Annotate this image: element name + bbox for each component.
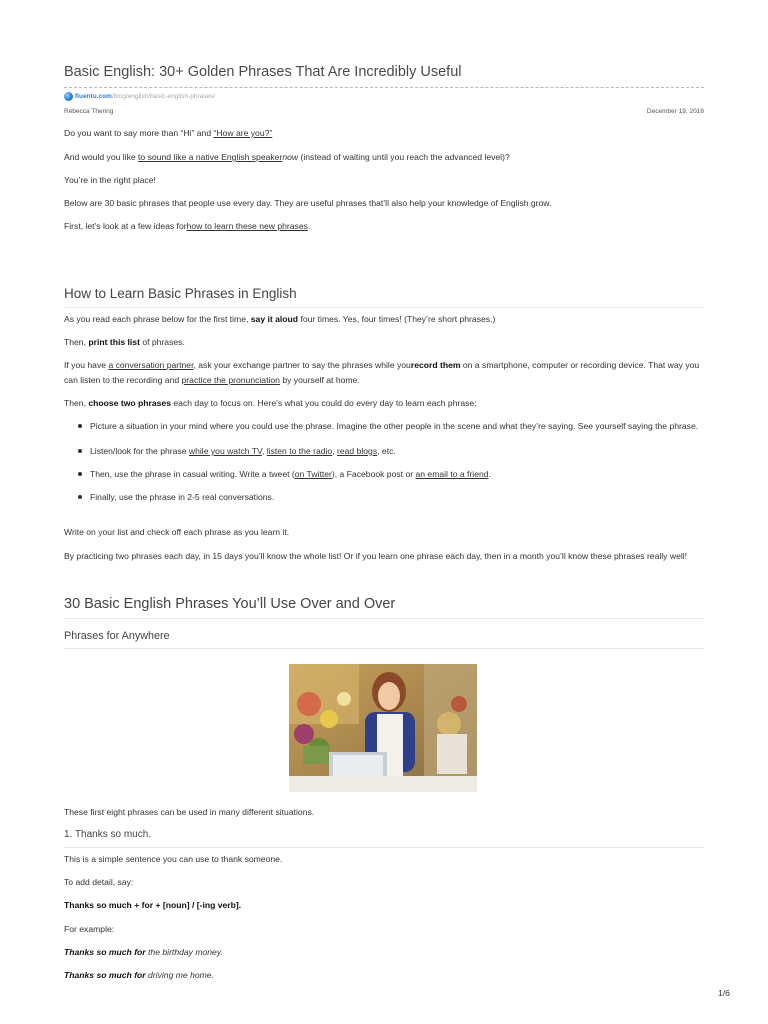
intro-paragraph-5 <box>64 219 704 234</box>
text: , etc. <box>377 446 396 456</box>
text: , <box>261 446 267 456</box>
bold-text: print this list <box>88 337 140 347</box>
title-divider <box>64 87 704 88</box>
text: Then, <box>64 337 89 347</box>
subheading-phrases-anywhere: Phrases for Anywhere <box>64 630 170 642</box>
intro-paragraph-1 <box>64 126 704 141</box>
pronunciation-link[interactable]: practice the pronunciation <box>181 375 280 385</box>
woman-with-laptop-image <box>289 664 477 792</box>
phrase-1-heading: 1. Thanks so much. <box>64 829 152 840</box>
italic-text: the birthday money. <box>145 947 223 957</box>
bold-text: choose two phrases <box>88 398 171 408</box>
list-item: Finally, use the phrase in 2-5 real conversations. <box>64 490 704 505</box>
author: Rebecca Thering <box>64 108 114 115</box>
italic-text: driving me home. <box>145 970 214 980</box>
watch-tv-link[interactable]: while you watch TV <box>188 446 262 456</box>
phrase-1-example-1 <box>64 945 704 960</box>
emphasis: now <box>282 152 299 162</box>
text: , <box>332 446 337 456</box>
page-number: 1/6 <box>718 988 730 998</box>
article-title: Basic English: 30+ Golden Phrases That Are Incredibly Useful <box>64 64 462 80</box>
list-item: Picture a situation in your mind where you could use the phrase. Imagine the other people in the scene and what they’re saying. See yourself saying the phrase. <box>64 419 704 434</box>
list-item <box>64 444 704 459</box>
read-blogs-link[interactable]: read blogs <box>337 446 378 456</box>
source-domain: fluentu.com <box>75 92 112 100</box>
how-are-you-link[interactable]: “How are you?” <box>213 128 273 138</box>
text: Then, <box>64 398 89 408</box>
native-speaker-link[interactable]: to sound like a native English speaker <box>138 152 283 162</box>
text: And would you like <box>64 152 139 162</box>
bold-italic-text: Thanks so much for <box>64 947 146 957</box>
source-url[interactable] <box>64 91 215 101</box>
text: Listen/look for the phrase <box>90 446 189 456</box>
after-image-paragraph: These first eight phrases can be used in many different situations. <box>64 807 315 817</box>
intro-paragraph-3: You’re in the right place! <box>64 175 156 185</box>
learn-paragraph-4 <box>64 396 704 411</box>
text: of phrases. <box>139 337 185 347</box>
text: If you have <box>64 360 109 370</box>
section-heading-how-to-learn: How to Learn Basic Phrases in English <box>64 286 297 301</box>
bold-text: Thanks so much + for + [noun] / [-ing verb]. <box>64 900 242 910</box>
text: ), a Facebook post or <box>331 469 416 479</box>
section-divider <box>64 307 704 308</box>
learn-paragraph-2 <box>64 335 704 350</box>
article-meta <box>64 108 704 115</box>
text: each day to focus on. Here’s what you could do every day to learn each phrase: <box>171 398 477 408</box>
conversation-partner-link[interactable]: a conversation partner <box>108 360 194 370</box>
learn-paragraph-6: By practicing two phrases each day, in 15 days you’ll know the whole list! Or if you learn one phrase each day, then in a month you’ll know these phrases really well! <box>64 551 688 561</box>
learn-paragraph-1 <box>64 312 704 327</box>
intro-paragraph-2 <box>64 150 704 165</box>
text: As you read each phrase below for the first time, <box>64 314 251 324</box>
phrase-divider <box>64 847 704 848</box>
learn-phrases-link[interactable]: how to learn these new phrases <box>186 221 308 231</box>
globe-icon <box>64 92 73 101</box>
section-divider <box>64 618 704 619</box>
radio-link[interactable]: listen to the radio <box>266 446 333 456</box>
text: Then, use the phrase in casual writing. Write a tweet ( <box>90 469 295 479</box>
intro-paragraph-4: Below are 30 basic phrases that people use every day. They are useful phrases that’ll also help your knowledge of English grow. <box>64 198 552 208</box>
subsection-divider <box>64 648 704 649</box>
text: by yourself at home. <box>279 375 360 385</box>
text: (instead of waiting until you reach the advanced level)? <box>298 152 510 162</box>
twitter-link[interactable]: on Twitter <box>294 469 332 479</box>
text: First, let’s look at a few ideas for <box>64 221 187 231</box>
phrase-1-paragraph-3: For example: <box>64 924 115 934</box>
learning-steps-list <box>64 419 704 505</box>
source-path: /blog/english/basic-english-phrases/ <box>111 92 216 100</box>
phrase-1-paragraph-1: This is a simple sentence you can use to thank someone. <box>64 854 283 864</box>
email-friend-link[interactable]: an email to a friend <box>415 469 489 479</box>
publish-date: December 19, 2016 <box>646 108 704 115</box>
learn-paragraph-5: Write on your list and check off each phrase as you learn it. <box>64 527 290 537</box>
text: four times. Yes, four times! (They’re short phrases.) <box>298 314 496 324</box>
text: Do you want to say more than “Hi” and <box>64 128 214 138</box>
list-item <box>64 467 704 482</box>
learn-paragraph-3 <box>64 358 704 388</box>
text: . <box>488 469 491 479</box>
text: on a smartphone, computer or recording device. That way you can listen to the recording and <box>64 360 700 385</box>
phrase-1-formula <box>64 898 704 913</box>
phrase-1-example-2 <box>64 968 704 983</box>
phrase-1-paragraph-2: To add detail, say: <box>64 877 134 887</box>
section-heading-30-phrases: 30 Basic English Phrases You’ll Use Over and Over <box>64 596 396 612</box>
text: . <box>307 221 311 231</box>
bold-italic-text: Thanks so much for <box>64 970 146 980</box>
text: , ask your exchange partner to say the phrases while you <box>193 360 411 370</box>
bold-text: say it aloud <box>250 314 299 324</box>
bold-text: record them <box>410 360 461 370</box>
